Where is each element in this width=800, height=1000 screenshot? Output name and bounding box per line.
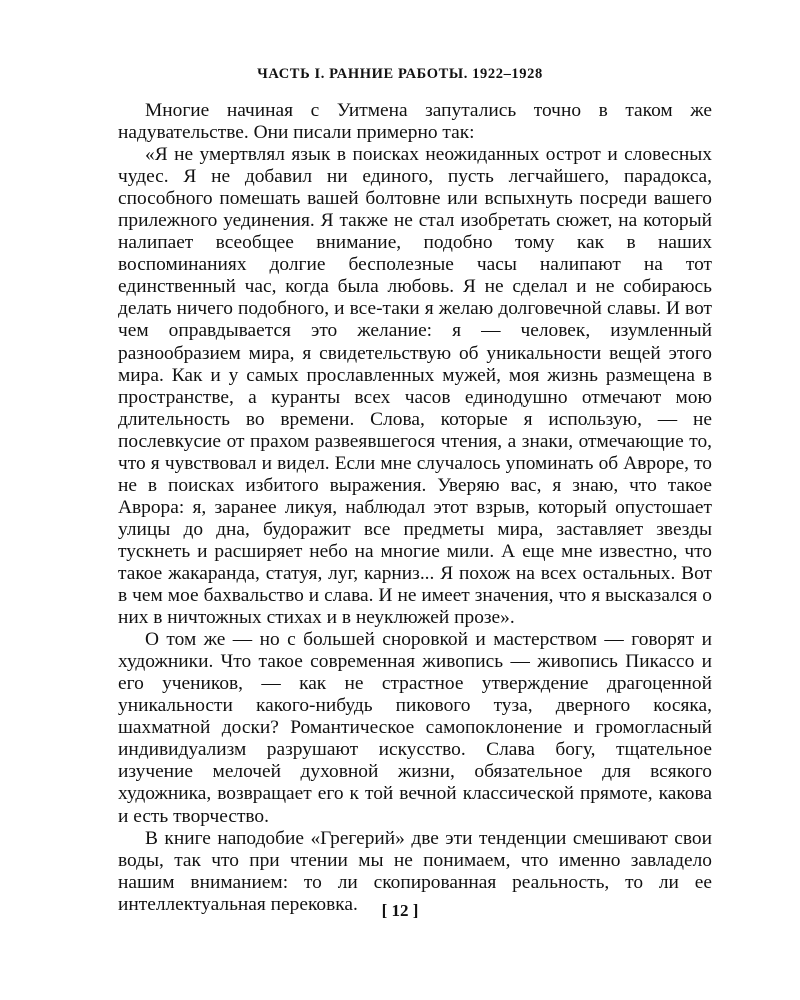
paragraph: О том же — но с большей сноровкой и мастерством — говорят и художники. Что такое современная живопись — живопись Пикассо и его учеников, — как не страстное утверждение драгоценной уникальности какого-нибудь пикового туза, дверного косяка, шахматной доски? Романтическое самопоклонение и громогласный индивидуализм разрушают искусство. Слава богу, тщательное изучение мелочей духовной жизни, обязательное для всякого художника, возвращает его к той вечной классической прямоте, какова и есть творчество. xyxy=(118,629,712,827)
running-head: ЧАСТЬ I. РАННИЕ РАБОТЫ. 1922–1928 xyxy=(257,66,543,82)
page-number: [ 12 ] xyxy=(381,901,419,920)
paragraph: Многие начиная с Уитмена запутались точно в таком же надувательстве. Они писали примерно так: xyxy=(118,100,712,144)
paragraph: «Я не умертвлял язык в поисках неожиданных острот и словесных чудес. Я не добавил ни единого, пусть легчайшего, парадокса, способного помешать вашей болтовне или вспыхнуть посреди вашего прилежного уединения. Я также не стал изобретать сюжет, на который налипает всеобщее внимание, подобно тому как в наших воспоминаниях долгие бесполезные часы налипают на тот единственный час, когда была любовь. Я не сделал и не собираюсь делать ничего подобного, и все-таки я желаю долговечной славы. И вот чем оправдывается это желание: я — человек, изумленный разнообразием мира, я свидетельствую об уникальности вещей этого мира. Как и у самых прославленных мужей, моя жизнь размещена в пространстве, а куранты всех часов единодушно отмечают мою длительность во времени. Слова, которые я использую, — не послевкусие от прахом развеявшегося чтения, а знаки, отмечающие то, что я чувствовал и видел. Если мне случалось упоминать об Авроре, то не в поисках избитого выражения. Уверяю вас, я знаю, что такое Аврора: я, заранее ликуя, наблюдал этот взрыв, который опустошает улицы до дна, будоражит все предметы мира, заставляет звезды тускнеть и расширяет небо на многие мили. А еще мне известно, что такое жакаранда, статуя, луг, карниз... Я похож на всех остальных. Вот в чем мое бахвальство и слава. И не имеет значения, что я высказался о них в ничтожных стихах и в неуклюжей прозе». xyxy=(118,144,712,629)
paragraph: В книге наподобие «Грегерий» две эти тенденции смешивают свои воды, так что при чтении мы не понимаем, что именно завладело нашим вниманием: то ли скопированная реальность, то ли ее интеллектуальная перековка. xyxy=(118,827,712,915)
body-text xyxy=(118,100,712,916)
